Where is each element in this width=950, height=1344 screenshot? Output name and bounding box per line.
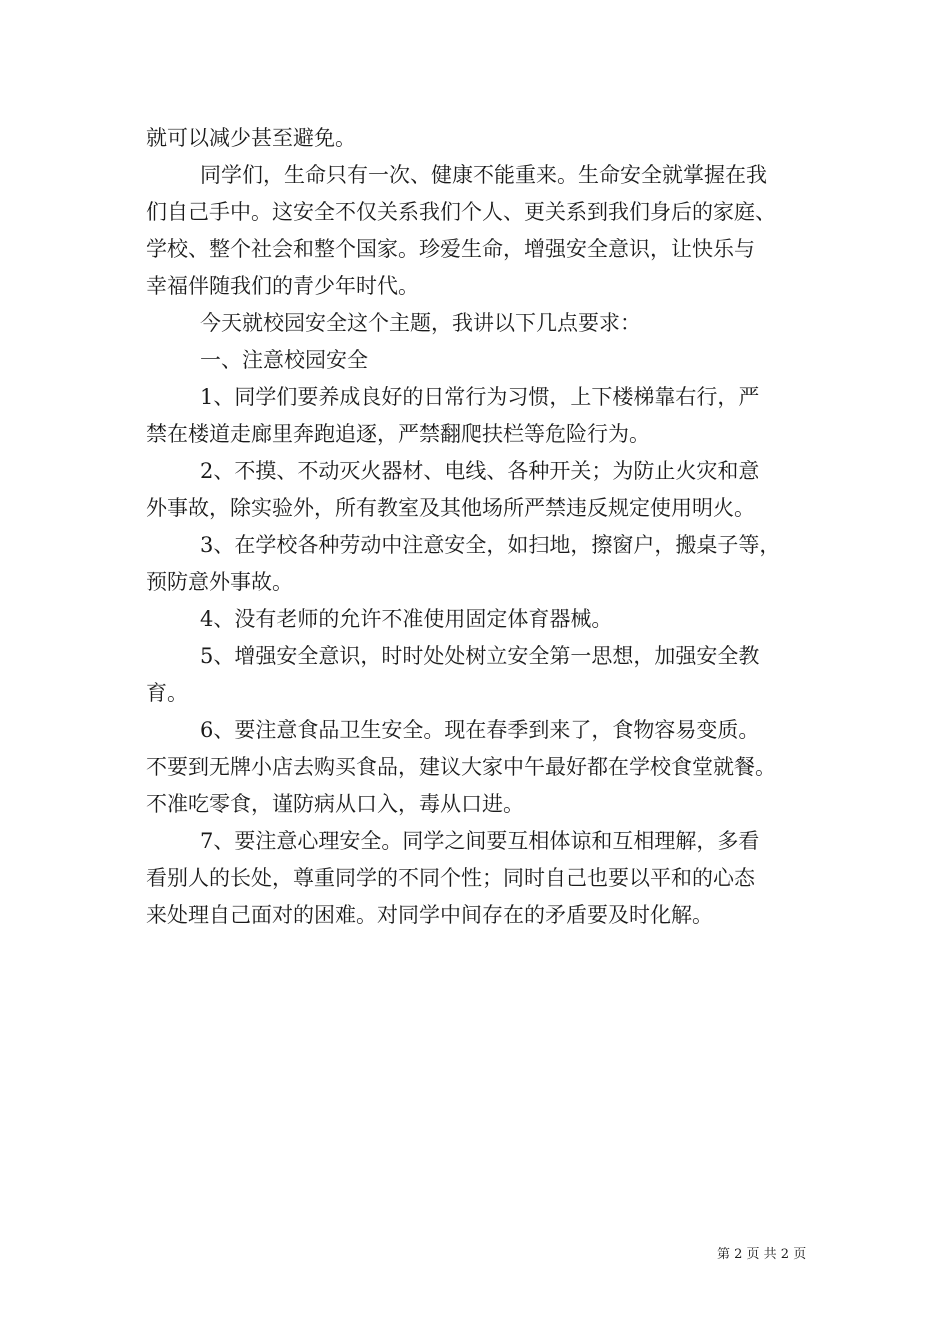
text-line: 6、要注意食品卫生安全。现在春季到来了，食物容易变质。 bbox=[200, 718, 760, 742]
text-line: 学校、整个社会和整个国家。珍爱生命，增强安全意识，让快乐与 bbox=[146, 237, 755, 261]
text-line: 7、要注意心理安全。同学之间要互相体谅和互相理解，多看 bbox=[200, 829, 760, 853]
text-line: 幸福伴随我们的青少年时代。 bbox=[146, 274, 419, 298]
text-line: 来处理自己面对的困难。对同学中间存在的矛盾要及时化解。 bbox=[146, 903, 713, 927]
text-line: 禁在楼道走廊里奔跑追逐，严禁翻爬扶栏等危险行为。 bbox=[146, 422, 650, 446]
text-line: 就可以减少甚至避免。 bbox=[146, 126, 356, 150]
text-line: 1、同学们要养成良好的日常行为习惯，上下楼梯靠右行，严 bbox=[200, 385, 760, 409]
text-line: 预防意外事故。 bbox=[146, 570, 293, 594]
section-heading: 一、注意校园安全 bbox=[200, 348, 368, 372]
page-number-footer: 第 2 页 共 2 页 bbox=[717, 1247, 807, 1262]
text-line: 4、没有老师的允许不准使用固定体育器械。 bbox=[200, 607, 613, 631]
text-line: 同学们，生命只有一次、健康不能重来。生命安全就掌握在我 bbox=[200, 163, 767, 187]
text-line: 外事故，除实验外，所有教室及其他场所严禁违反规定使用明火。 bbox=[146, 496, 755, 520]
text-line: 3、在学校各种劳动中注意安全，如扫地，擦窗户，搬桌子等， bbox=[200, 533, 781, 557]
text-line: 今天就校园安全这个主题，我讲以下几点要求： bbox=[200, 311, 641, 335]
text-line: 育。 bbox=[146, 681, 188, 705]
text-line: 们自己手中。这安全不仅关系我们个人、更关系到我们身后的家庭、 bbox=[146, 200, 776, 224]
text-line: 5、增强安全意识，时时处处树立安全第一思想，加强安全教 bbox=[200, 644, 760, 668]
text-line: 不准吃零食，谨防病从口入，毒从口进。 bbox=[146, 792, 524, 816]
text-line: 看别人的长处，尊重同学的不同个性；同时自己也要以平和的心态 bbox=[146, 866, 755, 890]
text-line: 不要到无牌小店去购买食品，建议大家中午最好都在学校食堂就餐。 bbox=[146, 755, 776, 779]
text-line: 2、不摸、不动灭火器材、电线、各种开关；为防止火灾和意 bbox=[200, 459, 760, 483]
